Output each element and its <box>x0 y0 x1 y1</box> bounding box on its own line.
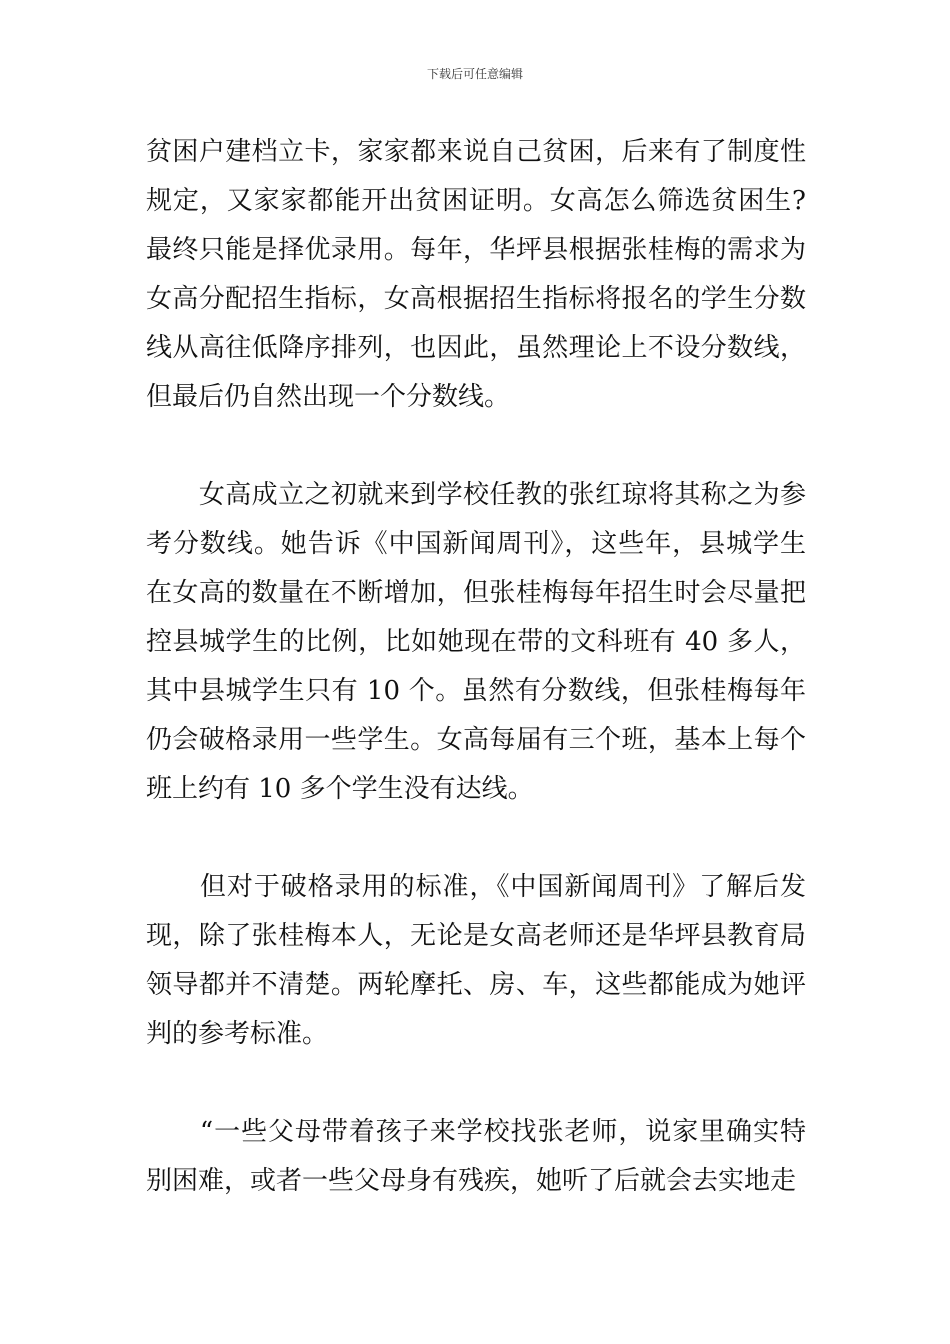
paragraph-gap <box>146 814 806 863</box>
paragraph-3: 但对于破格录用的标准，《中国新闻周刊》了解后发现，除了张桂梅本人，无论是女高老师还是华坪县教育局领导都并不清楚。两轮摩托、房、车，这些都能成为她评判的参考标准。 <box>146 872 806 1049</box>
paragraph-1: 贫困户建档立卡，家家都来说自己贫困，后来有了制度性规定，又家家都能开出贫困证明。女高怎么筛选贫困生?最终只能是择优录用。每年，华坪县根据张桂梅的需求为女高分配招生指标，女高根据招生指标将报名的学生分数线从高往低降序排列，也因此，虽然理论上不设分数线，但最后仍自然出现一个分数线。 <box>146 137 806 412</box>
paragraph-gap <box>146 422 806 471</box>
paragraph-gap <box>146 1059 806 1108</box>
paragraph-4: “一些父母带着孩子来学校找张老师，说家里确实特别困难，或者一些父母身有残疾，她听了后就会去实地走 <box>146 1117 806 1196</box>
document-body <box>146 128 806 1206</box>
page-header: 下载后可任意编辑 <box>426 67 523 81</box>
paragraph-2: 女高成立之初就来到学校任教的张红琼将其称之为参考分数线。她告诉《中国新闻周刊》，这些年，县城学生在女高的数量在不断增加，但张桂梅每年招生时会尽量把控县城学生的比例，比如她现在带的文科班有 40 多人，其中县城学生只有 10 个。虽然有分数线，但张桂梅每年仍会破格录用一些学生。女高每届有三个班，基本上每个班上约有 10 多个学生没有达线。 <box>146 480 806 804</box>
